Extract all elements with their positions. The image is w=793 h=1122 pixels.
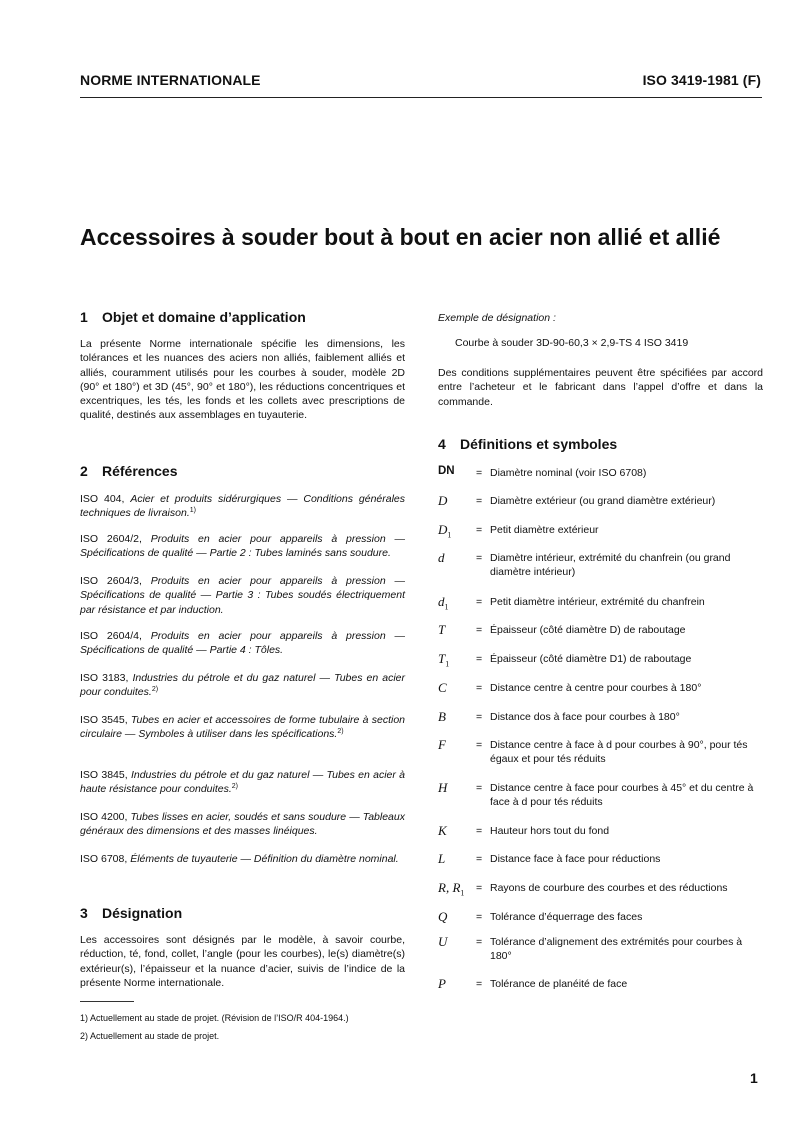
footnote-marker: 2)	[337, 728, 344, 736]
section-title: Désignation	[102, 905, 183, 921]
section-1-heading	[80, 309, 306, 325]
definition-text: Distance centre à face pour courbes à 45° et du centre à face à d pour tés réduits	[490, 782, 754, 809]
definition-text: Petit diamètre extérieur	[490, 524, 599, 536]
reference-title: Produits en acier pour appareils à pression — Spécifications de qualité — Partie 3 : Tubes soudés électriquement par résistance et par induction.	[80, 575, 405, 616]
definition-text: Diamètre extérieur (ou grand diamètre extérieur)	[490, 495, 716, 507]
definition-text: Tolérance d’équerrage des faces	[490, 911, 643, 923]
reference-code: ISO 4200,	[80, 811, 131, 823]
symbol: L	[438, 851, 446, 866]
definition-text: Rayons de courbure des courbes et des réductions	[490, 882, 728, 894]
header-right: ISO 3419-1981 (F)	[642, 72, 761, 88]
designation-example: Courbe à souder 3D-90-60,3 × 2,9-TS 4 ISO 3419	[455, 337, 689, 349]
footnote-2: 2) Actuellement au stade de projet.	[80, 1031, 220, 1041]
designation-text: Des conditions supplémentaires peuvent être spécifiées par accord entre l’acheteur et le fabricant dans l’appel d’offre et dans la commande.	[438, 367, 763, 408]
reference-code: ISO 3183,	[80, 672, 133, 684]
reference-item	[80, 492, 405, 521]
reference-item	[80, 852, 405, 866]
reference-title: Industries du pétrole et du gaz naturel — Tubes en acier à haute résistance pour conduites.	[80, 769, 406, 796]
section-title: Références	[102, 463, 178, 479]
definition-text: Petit diamètre intérieur, extrémité du chanfrein	[490, 596, 705, 608]
definition: = Distance dos à face pour courbes à 180°	[476, 710, 766, 724]
reference-title: Tubes en acier et accessoires de forme tubulaire à section circulaire — Symboles à utiliser dans les spécifications.	[80, 714, 405, 741]
symbol: B	[438, 709, 446, 724]
symbol: D	[438, 493, 448, 508]
reference-item	[80, 629, 405, 658]
symbol: T	[438, 622, 446, 637]
symbol: DN	[438, 465, 455, 477]
definition: = Tolérance d’équerrage des faces	[476, 910, 766, 924]
definition-text: Distance centre à centre pour courbes à 180°	[490, 682, 702, 694]
definition: = Épaisseur (côté diamètre D) de raboutage	[476, 623, 766, 637]
footnote-rule	[80, 1001, 134, 1002]
section-title: Objet et domaine d’application	[102, 309, 306, 325]
reference-title: Tubes lisses en acier, soudés et sans soudure — Tableaux généraux des dimensions et des masses linéiques.	[80, 811, 405, 838]
definition: = Rayons de courbure des courbes et des réductions	[476, 881, 766, 895]
section-1-text: La présente Norme internationale spécifie les dimensions, les tolérances et les nuances des aciers non alliés, faiblement alliés et alliés, couramment utilisés pour les courbes à souder, modèle 2D (90° et 180°) et 3D (45°, 90° et 180°), les réductions concentriques et excentriques, les tés, les fonds et les collets avec prescriptions de qualité, destinés aux assemblages en tuyauterie.	[80, 338, 405, 422]
section-title: Définitions et symboles	[460, 436, 618, 452]
header-left: NORME INTERNATIONALE	[80, 72, 261, 88]
definition: = Diamètre nominal (voir ISO 6708)	[476, 466, 766, 480]
reference-code: ISO 2604/4,	[80, 630, 151, 642]
definition-text: Épaisseur (côté diamètre D1) de raboutage	[490, 653, 692, 665]
definition: = Tolérance de planéité de face	[476, 977, 766, 991]
definition: = Distance centre à face à d pour courbes à 90°, pour tés égaux et pour tés réduits	[476, 738, 766, 767]
page-number: 1	[750, 1070, 758, 1086]
section-number: 1	[80, 309, 88, 325]
reference-code: ISO 2604/3,	[80, 575, 151, 587]
symbol: K	[438, 823, 447, 838]
footnote-marker: 2)	[231, 783, 238, 791]
definition-text: Diamètre intérieur, extrémité du chanfrein (ou grand diamètre intérieur)	[490, 552, 731, 579]
symbol: U	[438, 934, 448, 949]
definition-text: Épaisseur (côté diamètre D) de raboutage	[490, 624, 686, 636]
reference-title: Acier et produits sidérurgiques — Conditions générales techniques de livraison.	[80, 493, 406, 520]
symbol: R, $R_1$	[438, 880, 465, 898]
reference-title: Éléments de tuyauterie — Définition du diamètre nominal.	[130, 853, 399, 865]
reference-title: Industries du pétrole et du gaz naturel — Tubes en acier pour conduites.	[80, 672, 405, 699]
footnote-marker: 1)	[189, 507, 196, 515]
definition: = Diamètre extérieur (ou grand diamètre extérieur)	[476, 494, 766, 508]
symbol: $d_1$	[438, 594, 449, 612]
reference-code: ISO 404,	[80, 493, 131, 505]
definition-text: Distance face à face pour réductions	[490, 853, 661, 865]
definition: = Diamètre intérieur, extrémité du chanfrein (ou grand diamètre intérieur)	[476, 551, 766, 580]
symbol: Q	[438, 909, 448, 924]
definition: = Petit diamètre extérieur	[476, 523, 766, 537]
definition: = Distance centre à centre pour courbes à 180°	[476, 681, 766, 695]
symbol: P	[438, 976, 446, 991]
symbol: $D_1$	[438, 522, 452, 540]
section-number: 2	[80, 463, 88, 479]
reference-item	[80, 768, 405, 797]
page-title: Accessoires à souder bout à bout en acier non allié et allié	[80, 224, 721, 250]
definition-text: Distance centre à face à d pour courbes à 90°, pour tés égaux et pour tés réduits	[490, 739, 748, 766]
section-number: 3	[80, 905, 88, 921]
section-2-heading	[80, 463, 178, 479]
reference-item	[80, 574, 405, 617]
definition: = Distance face à face pour réductions	[476, 852, 766, 866]
reference-code: ISO 2604/2,	[80, 533, 151, 545]
designation-example-label: Exemple de désignation :	[438, 312, 556, 324]
footnote-marker: 2)	[151, 686, 159, 694]
reference-item	[80, 671, 405, 700]
definition-text: Diamètre nominal (voir ISO 6708)	[490, 467, 647, 479]
section-number: 4	[438, 436, 446, 452]
definition: = Distance centre à face pour courbes à 45° et du centre à face à d pour tés réduits	[476, 781, 766, 810]
reference-code: ISO 3545,	[80, 714, 131, 726]
definition-text: Tolérance d’alignement des extrémités pour courbes à 180°	[490, 936, 743, 963]
reference-code: ISO 3845,	[80, 769, 131, 781]
symbol: F	[438, 737, 446, 752]
symbol: C	[438, 680, 447, 695]
reference-title: Produits en acier pour appareils à pression — Spécifications de qualité — Partie 4 : Tôles.	[80, 630, 405, 657]
reference-code: ISO 6708,	[80, 853, 131, 865]
definition: = Tolérance d’alignement des extrémités pour courbes à 180°	[476, 935, 766, 964]
definition-text: Hauteur hors tout du fond	[490, 825, 610, 837]
section-3-text: Les accessoires sont désignés par le modèle, à savoir courbe, réduction, té, fond, collet, l’angle (pour les courbes), le(s) diamètre(s) extérieur(s), l’épaisseur et la nuance d’acier, suivis de l’indice de la présente Norme internationale.	[80, 934, 405, 989]
symbol: $T_1$	[438, 651, 450, 669]
definition: = Épaisseur (côté diamètre D1) de raboutage	[476, 652, 766, 666]
reference-title: Produits en acier pour appareils à pression — Spécifications de qualité — Partie 2 : Tubes laminés sans soudure.	[80, 533, 405, 560]
section-3-heading	[80, 905, 182, 921]
definition-text: Distance dos à face pour courbes à 180°	[490, 711, 680, 723]
reference-item	[80, 810, 405, 839]
reference-item	[80, 713, 405, 742]
definition: = Hauteur hors tout du fond	[476, 824, 766, 838]
definition: = Petit diamètre intérieur, extrémité du chanfrein	[476, 595, 766, 609]
definition-text: Tolérance de planéité de face	[490, 978, 628, 990]
footnote-1: 1) Actuellement au stade de projet. (Révision de l’ISO/R 404-1964.)	[80, 1013, 349, 1023]
reference-item	[80, 532, 405, 561]
symbol: d	[438, 550, 445, 565]
header-rule	[80, 97, 762, 98]
section-4-heading	[438, 436, 617, 452]
symbol: H	[438, 780, 448, 795]
